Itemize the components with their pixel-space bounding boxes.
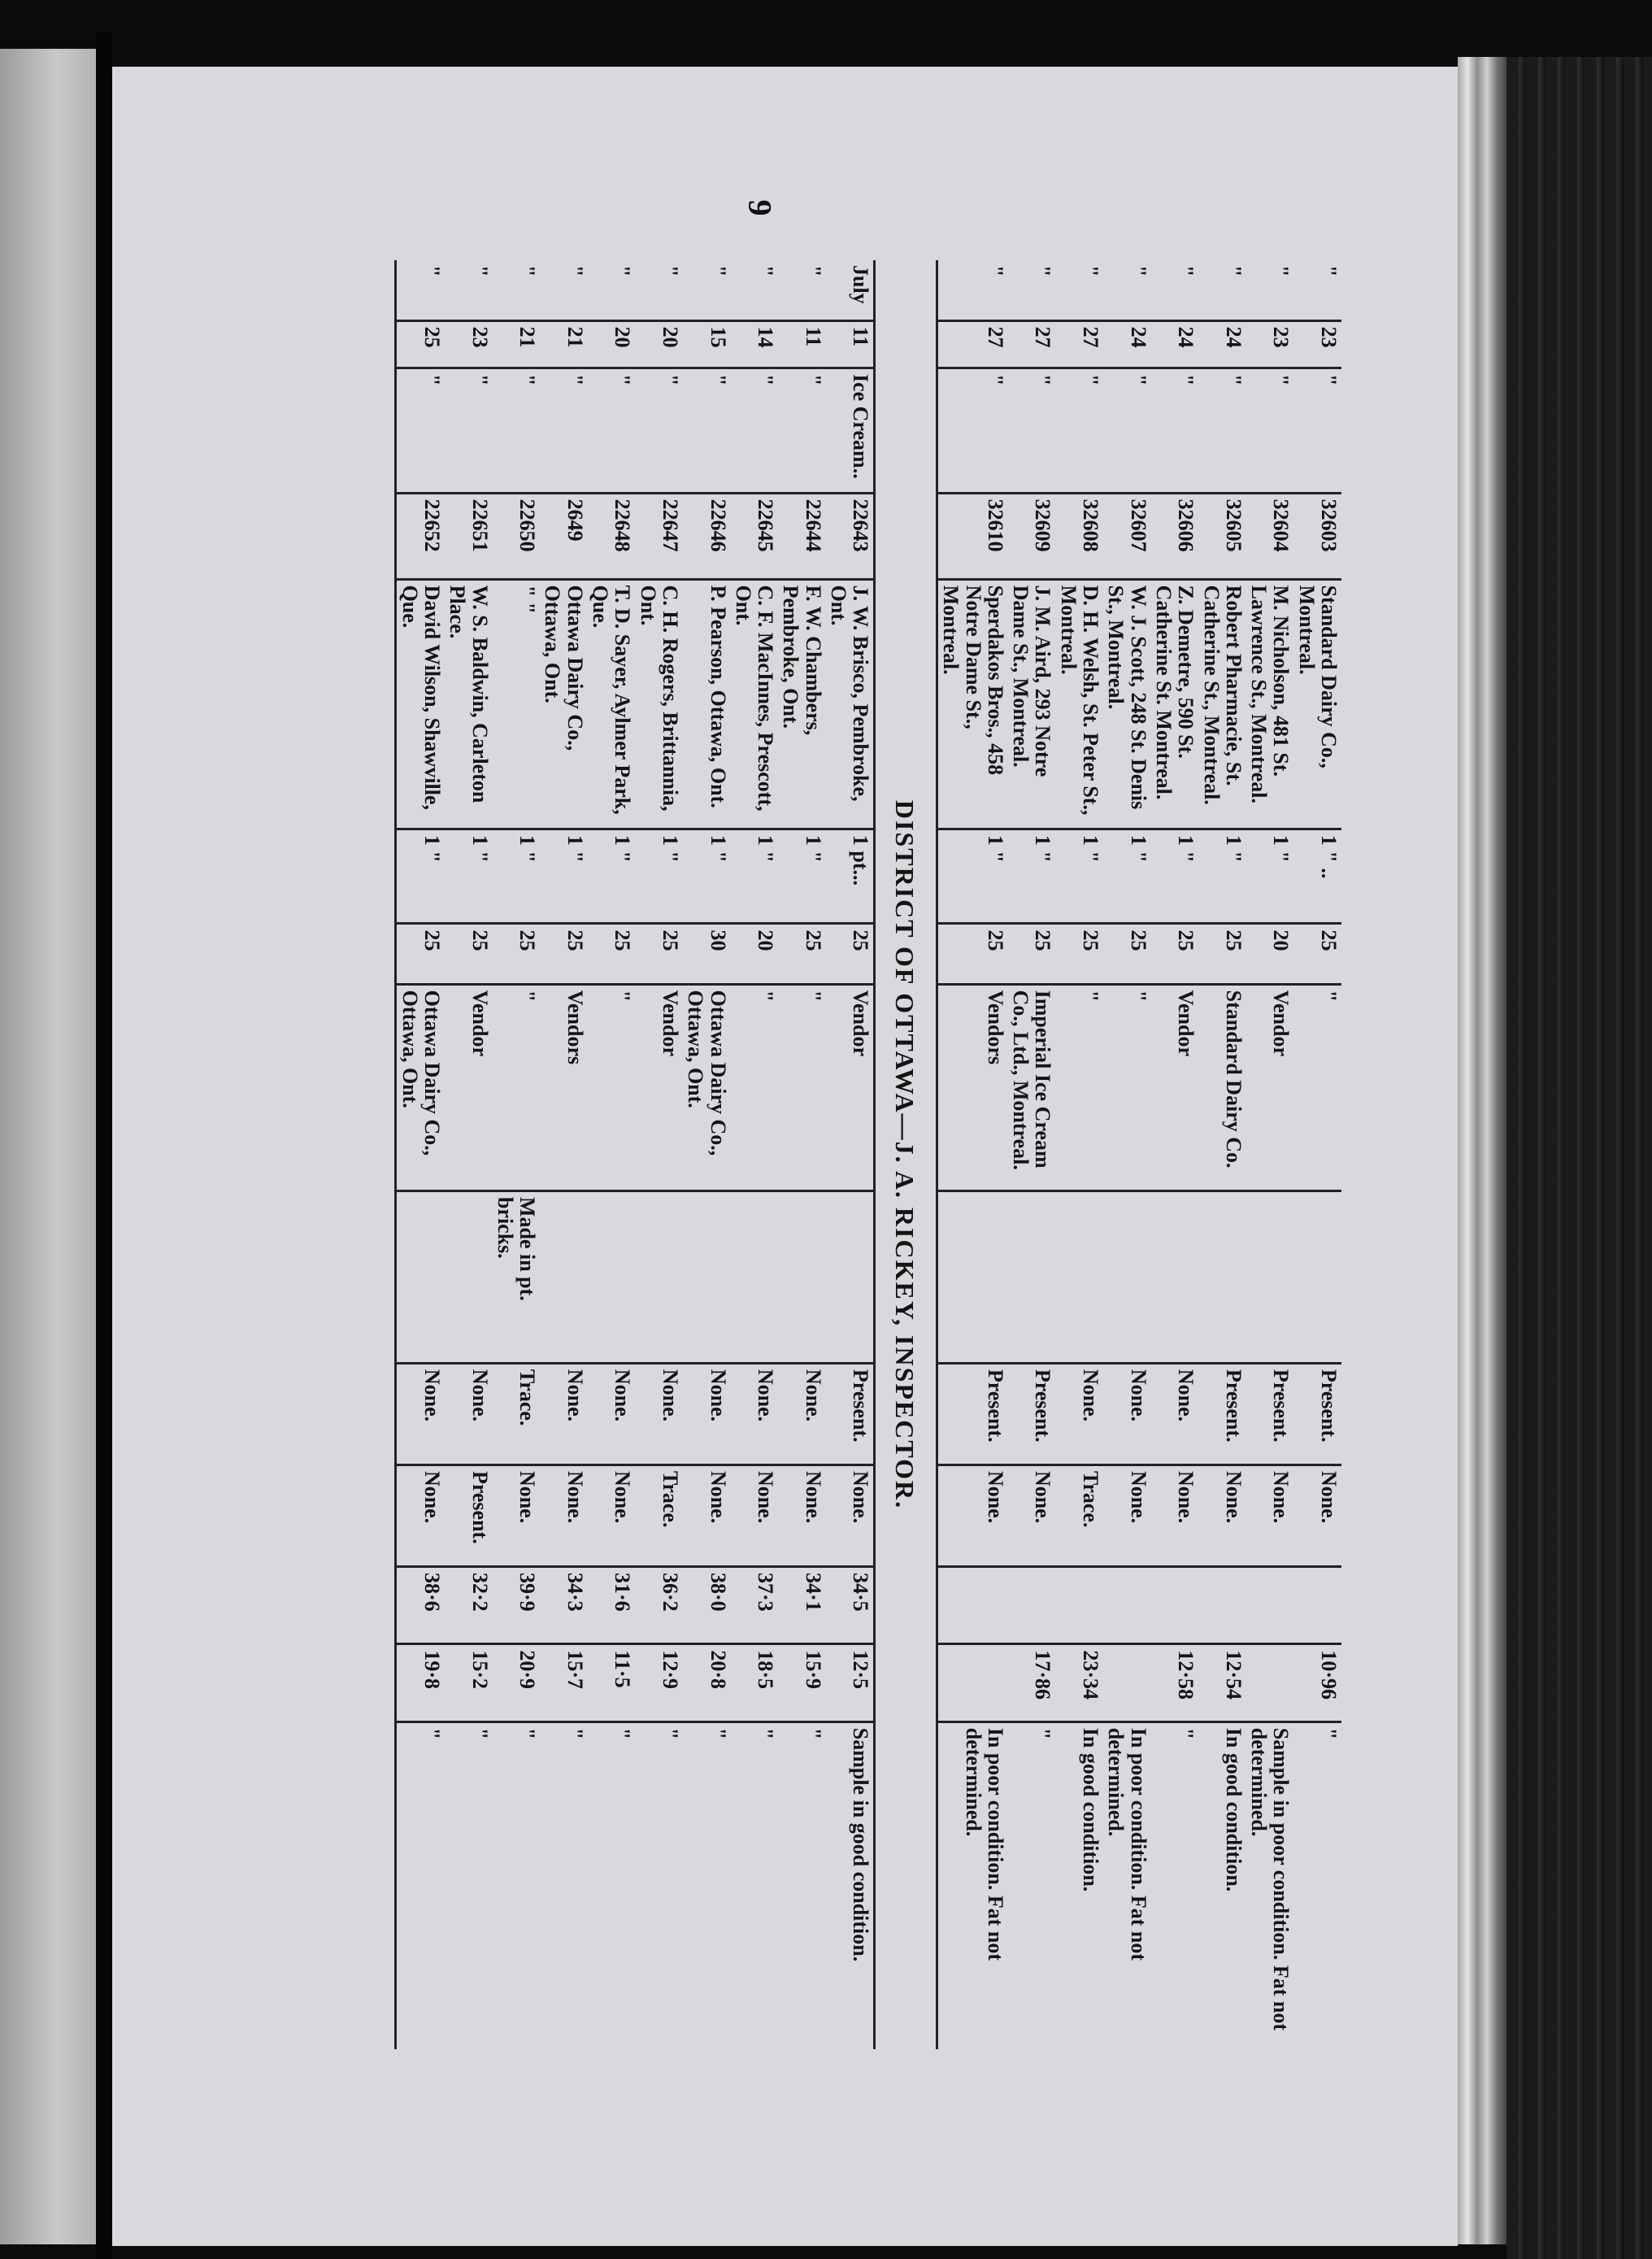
cell-total-solids <box>1293 1566 1341 1643</box>
cell-from: David Wilson, Shawville, Que. <box>396 579 445 829</box>
cell-article: " <box>731 368 779 493</box>
cell-preservative: None. <box>588 1465 636 1566</box>
cell-remarks1 <box>683 1190 731 1363</box>
montreal-section <box>937 260 1341 2049</box>
cell-remarks1 <box>1008 1190 1056 1363</box>
cell-remarks: " <box>611 1727 635 1740</box>
cell-maker: " <box>493 984 541 1190</box>
facing-page-edge <box>0 49 96 2244</box>
cell-no: 32610 <box>937 493 1007 579</box>
page-stack-edge <box>1458 57 1506 2244</box>
cell-remarks1 <box>445 1190 493 1363</box>
cell-article: " <box>493 368 541 493</box>
cell-fat: 15·9 <box>778 1644 826 1721</box>
cell-colour: Present. <box>1198 1363 1246 1465</box>
cell-maker: Vendor <box>1246 984 1294 1190</box>
cell-maker: Vendors <box>540 984 588 1190</box>
cell-fat: 11·5 <box>588 1644 636 1721</box>
cell-from: C. F. MacInnes, Prescott, Ont. <box>731 579 779 829</box>
cell-no: 22651 <box>445 493 493 579</box>
cell-total-solids: 34·1 <box>778 1566 826 1643</box>
cell-remarks1 <box>1055 1190 1103 1363</box>
cell-maker: Vendor <box>1151 984 1199 1190</box>
cell-remarks1 <box>731 1190 779 1363</box>
cell-remarks: " <box>420 1727 445 1740</box>
cell-colour: None. <box>396 1363 445 1465</box>
cell-colour: Present. <box>937 1363 1007 1465</box>
cell-preservative: None. <box>731 1465 779 1566</box>
cell-fat: 19·8 <box>396 1644 445 1721</box>
cell-cost: 25 <box>1008 924 1056 984</box>
cell-no: 32605 <box>1198 493 1246 579</box>
cell-day: 24 <box>1103 320 1151 368</box>
cell-from: P. Pearson, Ottawa, Ont. <box>683 579 731 829</box>
cell-remarks1 <box>396 1190 445 1363</box>
cell-month: " <box>540 260 588 320</box>
cell-month: " <box>1246 260 1294 320</box>
cell-remarks: " <box>801 1727 825 1740</box>
cell-month: " <box>445 260 493 320</box>
cell-maker: " <box>1103 984 1151 1190</box>
cell-colour: None. <box>731 1363 779 1465</box>
cell-no: 32606 <box>1151 493 1199 579</box>
cell-colour: None. <box>683 1363 731 1465</box>
cell-fat: 12·54 <box>1198 1644 1246 1721</box>
book-binding <box>1506 57 1652 2259</box>
cell-no: 22650 <box>493 493 541 579</box>
cell-article: " <box>778 368 826 493</box>
table-row <box>731 260 779 2049</box>
cell-cost: 25 <box>1103 924 1151 984</box>
cell-maker: Ottawa Dairy Co., Ottawa, Ont. <box>396 984 445 1190</box>
cell-remarks1 <box>778 1190 826 1363</box>
cell-fat: 18·5 <box>731 1644 779 1721</box>
cell-fat <box>1246 1644 1294 1721</box>
cell-colour: Present. <box>1246 1363 1294 1465</box>
cell-article: Ice Cream.. <box>826 368 875 493</box>
cell-from: F. W. Chambers, Pembroke, Ont. <box>778 579 826 829</box>
cell-month: " <box>1198 260 1246 320</box>
cell-month: " <box>731 260 779 320</box>
cell-from: Standard Dairy Co., Montreal. <box>1293 579 1341 829</box>
cell-preservative: None. <box>493 1465 541 1566</box>
cell-maker: " <box>588 984 636 1190</box>
cell-remarks: In good condition. <box>1221 1727 1246 1892</box>
cell-preservative: None. <box>937 1465 1007 1566</box>
cell-remarks1 <box>1198 1190 1246 1363</box>
table-row <box>445 260 493 2049</box>
cell-day: 23 <box>1246 320 1294 368</box>
cell-month: " <box>1055 260 1103 320</box>
cell-day: 24 <box>1198 320 1246 368</box>
cell-remarks: " <box>1174 1727 1198 1740</box>
cell-qty: 1 " <box>1151 829 1199 924</box>
cell-article: " <box>396 368 445 493</box>
cell-qty: 1 " <box>635 829 683 924</box>
cell-remarks: " <box>467 1727 492 1740</box>
cell-cost: 25 <box>635 924 683 984</box>
cell-preservative: None. <box>1103 1465 1151 1566</box>
cell-no: 32603 <box>1293 493 1341 579</box>
cell-remarks: In poor condition. Fat not determined. <box>1104 1727 1150 1961</box>
cell-month: " <box>396 260 445 320</box>
cell-total-solids <box>1055 1566 1103 1643</box>
table-row <box>1293 260 1341 2049</box>
cell-qty: 1 " <box>1055 829 1103 924</box>
cell-maker: " <box>1055 984 1103 1190</box>
cell-colour: None. <box>540 1363 588 1465</box>
cell-month: " <box>1151 260 1199 320</box>
cell-colour: None. <box>1055 1363 1103 1465</box>
cell-article: " <box>635 368 683 493</box>
cell-total-solids <box>1246 1566 1294 1643</box>
cell-colour: Present. <box>1293 1363 1341 1465</box>
cell-remarks: " <box>754 1727 778 1740</box>
cell-remarks: Sample in good condition. <box>826 1721 875 2049</box>
cell-from: C. H. Rogers, Brittannia, Ont. <box>635 579 683 829</box>
cell-day: 15 <box>683 320 731 368</box>
cell-total-solids <box>1198 1566 1246 1643</box>
table-row <box>778 260 826 2049</box>
cell-qty: 1 " <box>493 829 541 924</box>
table-row <box>635 260 683 2049</box>
table-row <box>1246 260 1294 2049</box>
table-row <box>1103 260 1151 2049</box>
cell-maker: Ottawa Dairy Co., Ottawa, Ont. <box>683 984 731 1190</box>
cell-remarks1: Made in pt. bricks. <box>493 1190 541 1363</box>
cell-day: 27 <box>1055 320 1103 368</box>
cell-total-solids: 38·0 <box>683 1566 731 1643</box>
cell-article: " <box>1103 368 1151 493</box>
cell-cost: 25 <box>445 924 493 984</box>
cell-fat: 10·96 <box>1293 1644 1341 1721</box>
cell-month: " <box>778 260 826 320</box>
cell-cost: 20 <box>1246 924 1294 984</box>
cell-preservative: None. <box>540 1465 588 1566</box>
cell-preservative: None. <box>1198 1465 1246 1566</box>
cell-remarks: " <box>563 1727 587 1740</box>
cell-no: 22645 <box>731 493 779 579</box>
cell-fat: 12·9 <box>635 1644 683 1721</box>
cell-remarks1 <box>540 1190 588 1363</box>
cell-day: 27 <box>937 320 1007 368</box>
cell-no: 22647 <box>635 493 683 579</box>
cell-no: 22648 <box>588 493 636 579</box>
cell-day: 11 <box>778 320 826 368</box>
cell-month: " <box>937 260 1007 320</box>
book-gutter <box>96 33 112 2259</box>
cell-month: " <box>493 260 541 320</box>
cell-cost: 20 <box>731 924 779 984</box>
cell-colour: Present. <box>1008 1363 1056 1465</box>
cell-remarks: " <box>658 1727 682 1740</box>
table-row <box>937 260 1007 2049</box>
cell-maker: " <box>731 984 779 1190</box>
cell-remarks: " <box>1031 1727 1055 1740</box>
cell-colour: None. <box>778 1363 826 1465</box>
cell-article: " <box>1198 368 1246 493</box>
cell-total-solids: 34·3 <box>540 1566 588 1643</box>
cell-total-solids: 38·6 <box>396 1566 445 1643</box>
cell-maker: Imperial Ice Cream Co., Ltd., Montreal. <box>1008 984 1056 1190</box>
cell-maker: " <box>1293 984 1341 1190</box>
cell-article: " <box>937 368 1007 493</box>
cell-maker: Vendor <box>445 984 493 1190</box>
cell-fat: 12·58 <box>1151 1644 1199 1721</box>
cell-cost: 25 <box>493 924 541 984</box>
cell-day: 21 <box>540 320 588 368</box>
cell-article: " <box>445 368 493 493</box>
cell-qty: 1 " <box>1198 829 1246 924</box>
cell-from: J. M. Aird, 293 Notre Dame St., Montreal. <box>1008 579 1056 829</box>
cell-day: 23 <box>445 320 493 368</box>
cell-remarks: In good condition. <box>1079 1727 1103 1892</box>
cell-qty: 1 " <box>445 829 493 924</box>
table-row <box>1055 260 1103 2049</box>
cell-fat: 23·34 <box>1055 1644 1103 1721</box>
cell-cost: 25 <box>1293 924 1341 984</box>
page-number: 9 <box>741 199 779 216</box>
cell-remarks: " <box>515 1727 540 1740</box>
cell-from: M. Nicholson, 481 St. Lawrence St., Montreal. <box>1246 579 1294 829</box>
cell-cost: 25 <box>396 924 445 984</box>
cell-remarks1 <box>1293 1190 1341 1363</box>
table-row <box>493 260 541 2049</box>
cell-remarks1 <box>1103 1190 1151 1363</box>
cell-no: 32608 <box>1055 493 1103 579</box>
table-row <box>540 260 588 2049</box>
cell-remarks1 <box>588 1190 636 1363</box>
cell-colour: None. <box>1151 1363 1199 1465</box>
cell-preservative: None. <box>1008 1465 1056 1566</box>
cell-total-solids: 31·6 <box>588 1566 636 1643</box>
cell-month: " <box>1103 260 1151 320</box>
cell-fat: 20·9 <box>493 1644 541 1721</box>
cell-fat: 17·86 <box>1008 1644 1056 1721</box>
cell-from: Z. Demetre, 590 St. Catherine St. Montreal. <box>1151 579 1199 829</box>
cell-month: " <box>683 260 731 320</box>
cell-no: 22646 <box>683 493 731 579</box>
table-row <box>683 260 731 2049</box>
cell-month: July <box>826 260 875 320</box>
cell-remarks1 <box>1246 1190 1294 1363</box>
table-row <box>396 260 445 2049</box>
cell-qty: 1 " <box>588 829 636 924</box>
cell-from: D. H. Welsh, St. Peter St., Montreal. <box>1055 579 1103 829</box>
cell-qty: 1 " <box>778 829 826 924</box>
district-heading: DISTRICT OF OTTAWA—J. A. RICKEY, INSPECTOR. <box>875 260 937 2049</box>
cell-article: " <box>1055 368 1103 493</box>
cell-fat: 15·7 <box>540 1644 588 1721</box>
cell-month: " <box>1293 260 1341 320</box>
cell-fat: 20·8 <box>683 1644 731 1721</box>
cell-day: 14 <box>731 320 779 368</box>
cell-no: 32604 <box>1246 493 1294 579</box>
cell-from: Ottawa Dairy Co., Ottawa, Ont. <box>540 579 588 829</box>
cell-cost: 25 <box>937 924 1007 984</box>
cell-no: 22652 <box>396 493 445 579</box>
cell-from: W. S. Baldwin, Carleton Place. <box>445 579 493 829</box>
cell-maker: Vendors <box>937 984 1007 1190</box>
cell-remarks1 <box>826 1190 875 1363</box>
cell-total-solids: 36·2 <box>635 1566 683 1643</box>
cell-total-solids <box>937 1566 1007 1643</box>
table-row <box>1008 260 1056 2049</box>
cell-maker: Standard Dairy Co. <box>1198 984 1246 1190</box>
cell-day: 25 <box>396 320 445 368</box>
cell-maker: Vendor <box>826 984 875 1190</box>
cell-preservative: None. <box>396 1465 445 1566</box>
cell-cost: 25 <box>1055 924 1103 984</box>
cell-total-solids <box>1151 1566 1199 1643</box>
cell-day: 21 <box>493 320 541 368</box>
cell-month: " <box>588 260 636 320</box>
cell-maker: Vendor <box>635 984 683 1190</box>
cell-preservative: None. <box>778 1465 826 1566</box>
cell-qty: 1 " <box>731 829 779 924</box>
cell-from: " " <box>493 579 541 829</box>
cell-qty: 1 " <box>1246 829 1294 924</box>
cell-preservative: Trace. <box>635 1465 683 1566</box>
cell-month: " <box>1008 260 1056 320</box>
table-end-rule <box>388 260 396 2049</box>
cell-no: 2649 <box>540 493 588 579</box>
cell-no: 22643 <box>826 493 875 579</box>
ottawa-section <box>396 260 875 2049</box>
table-row <box>826 260 875 2049</box>
cell-article: " <box>588 368 636 493</box>
cell-article: " <box>540 368 588 493</box>
cell-colour: None. <box>635 1363 683 1465</box>
cell-remarks: " <box>706 1727 730 1740</box>
cell-qty: 1 " <box>1008 829 1056 924</box>
cell-total-solids <box>1008 1566 1056 1643</box>
cell-cost: 25 <box>1151 924 1199 984</box>
cell-qty: 1 " <box>540 829 588 924</box>
table-row <box>1198 260 1246 2049</box>
cell-day: 23 <box>1293 320 1341 368</box>
cell-from: Sperdakos Bros., 458 Notre Dame St., Montreal. <box>937 579 1007 829</box>
cell-preservative: Present. <box>445 1465 493 1566</box>
cell-qty: 1 pt... <box>826 829 875 924</box>
cell-no: 32609 <box>1008 493 1056 579</box>
cell-from: Robert Pharmacie, St. Catherine St., Montreal. <box>1198 579 1246 829</box>
cell-remarks: Sample in poor condition. Fat not determined. <box>1247 1727 1293 2030</box>
cell-preservative: None. <box>826 1465 875 1566</box>
cell-total-solids: 39·9 <box>493 1566 541 1643</box>
cell-total-solids: 32·2 <box>445 1566 493 1643</box>
cell-total-solids: 34·5 <box>826 1566 875 1643</box>
cell-article: " <box>1008 368 1056 493</box>
cell-fat: 12·5 <box>826 1644 875 1721</box>
cell-fat <box>937 1644 1007 1721</box>
cell-day: 20 <box>635 320 683 368</box>
cell-article: " <box>1246 368 1294 493</box>
cell-day: 24 <box>1151 320 1199 368</box>
cell-cost: 25 <box>540 924 588 984</box>
cell-fat <box>1103 1644 1151 1721</box>
cell-day: 20 <box>588 320 636 368</box>
cell-preservative: None. <box>1246 1465 1294 1566</box>
cell-preservative: Trace. <box>1055 1465 1103 1566</box>
cell-from: J. W. Brisco, Pembroke, Ont. <box>826 579 875 829</box>
cell-colour: None. <box>588 1363 636 1465</box>
cell-qty: 1 " <box>396 829 445 924</box>
cell-cost: 30 <box>683 924 731 984</box>
cell-qty: 1 " <box>683 829 731 924</box>
cell-remarks: In poor condition. Fat not determined. <box>961 1727 1007 1961</box>
analysis-table <box>187 260 1341 2049</box>
cell-cost: 25 <box>826 924 875 984</box>
cell-cost: 25 <box>588 924 636 984</box>
cell-maker: " <box>778 984 826 1190</box>
table-row <box>1151 260 1199 2049</box>
cell-qty: 1 " <box>937 829 1007 924</box>
cell-day: 27 <box>1008 320 1056 368</box>
cell-remarks1 <box>1151 1190 1199 1363</box>
cell-preservative: None. <box>1293 1465 1341 1566</box>
cell-qty: 1 " .. <box>1293 829 1341 924</box>
cell-day: 11 <box>826 320 875 368</box>
cell-month: " <box>635 260 683 320</box>
cell-from: W. J. Scott, 248 St. Denis St., Montreal. <box>1103 579 1151 829</box>
cell-cost: 25 <box>1198 924 1246 984</box>
cell-total-solids <box>1103 1566 1151 1643</box>
cell-no: 22644 <box>778 493 826 579</box>
cell-article: " <box>1293 368 1341 493</box>
cell-remarks1 <box>635 1190 683 1363</box>
cell-article: " <box>1151 368 1199 493</box>
cell-total-solids: 37·3 <box>731 1566 779 1643</box>
cell-no: 32607 <box>1103 493 1151 579</box>
cell-remarks1 <box>937 1190 1007 1363</box>
cell-colour: None. <box>445 1363 493 1465</box>
table-row <box>588 260 636 2049</box>
cell-preservative: None. <box>1151 1465 1199 1566</box>
cell-qty: 1 " <box>1103 829 1151 924</box>
cell-cost: 25 <box>778 924 826 984</box>
cell-preservative: None. <box>683 1465 731 1566</box>
cell-remarks: " <box>1317 1727 1341 1740</box>
cell-from: T. D. Sayer, Aylmer Park, Que. <box>588 579 636 829</box>
cell-colour: Present. <box>826 1363 875 1465</box>
cell-article: " <box>683 368 731 493</box>
cell-colour: None. <box>1103 1363 1151 1465</box>
cell-fat: 15·2 <box>445 1644 493 1721</box>
cell-colour: Trace. <box>493 1363 541 1465</box>
